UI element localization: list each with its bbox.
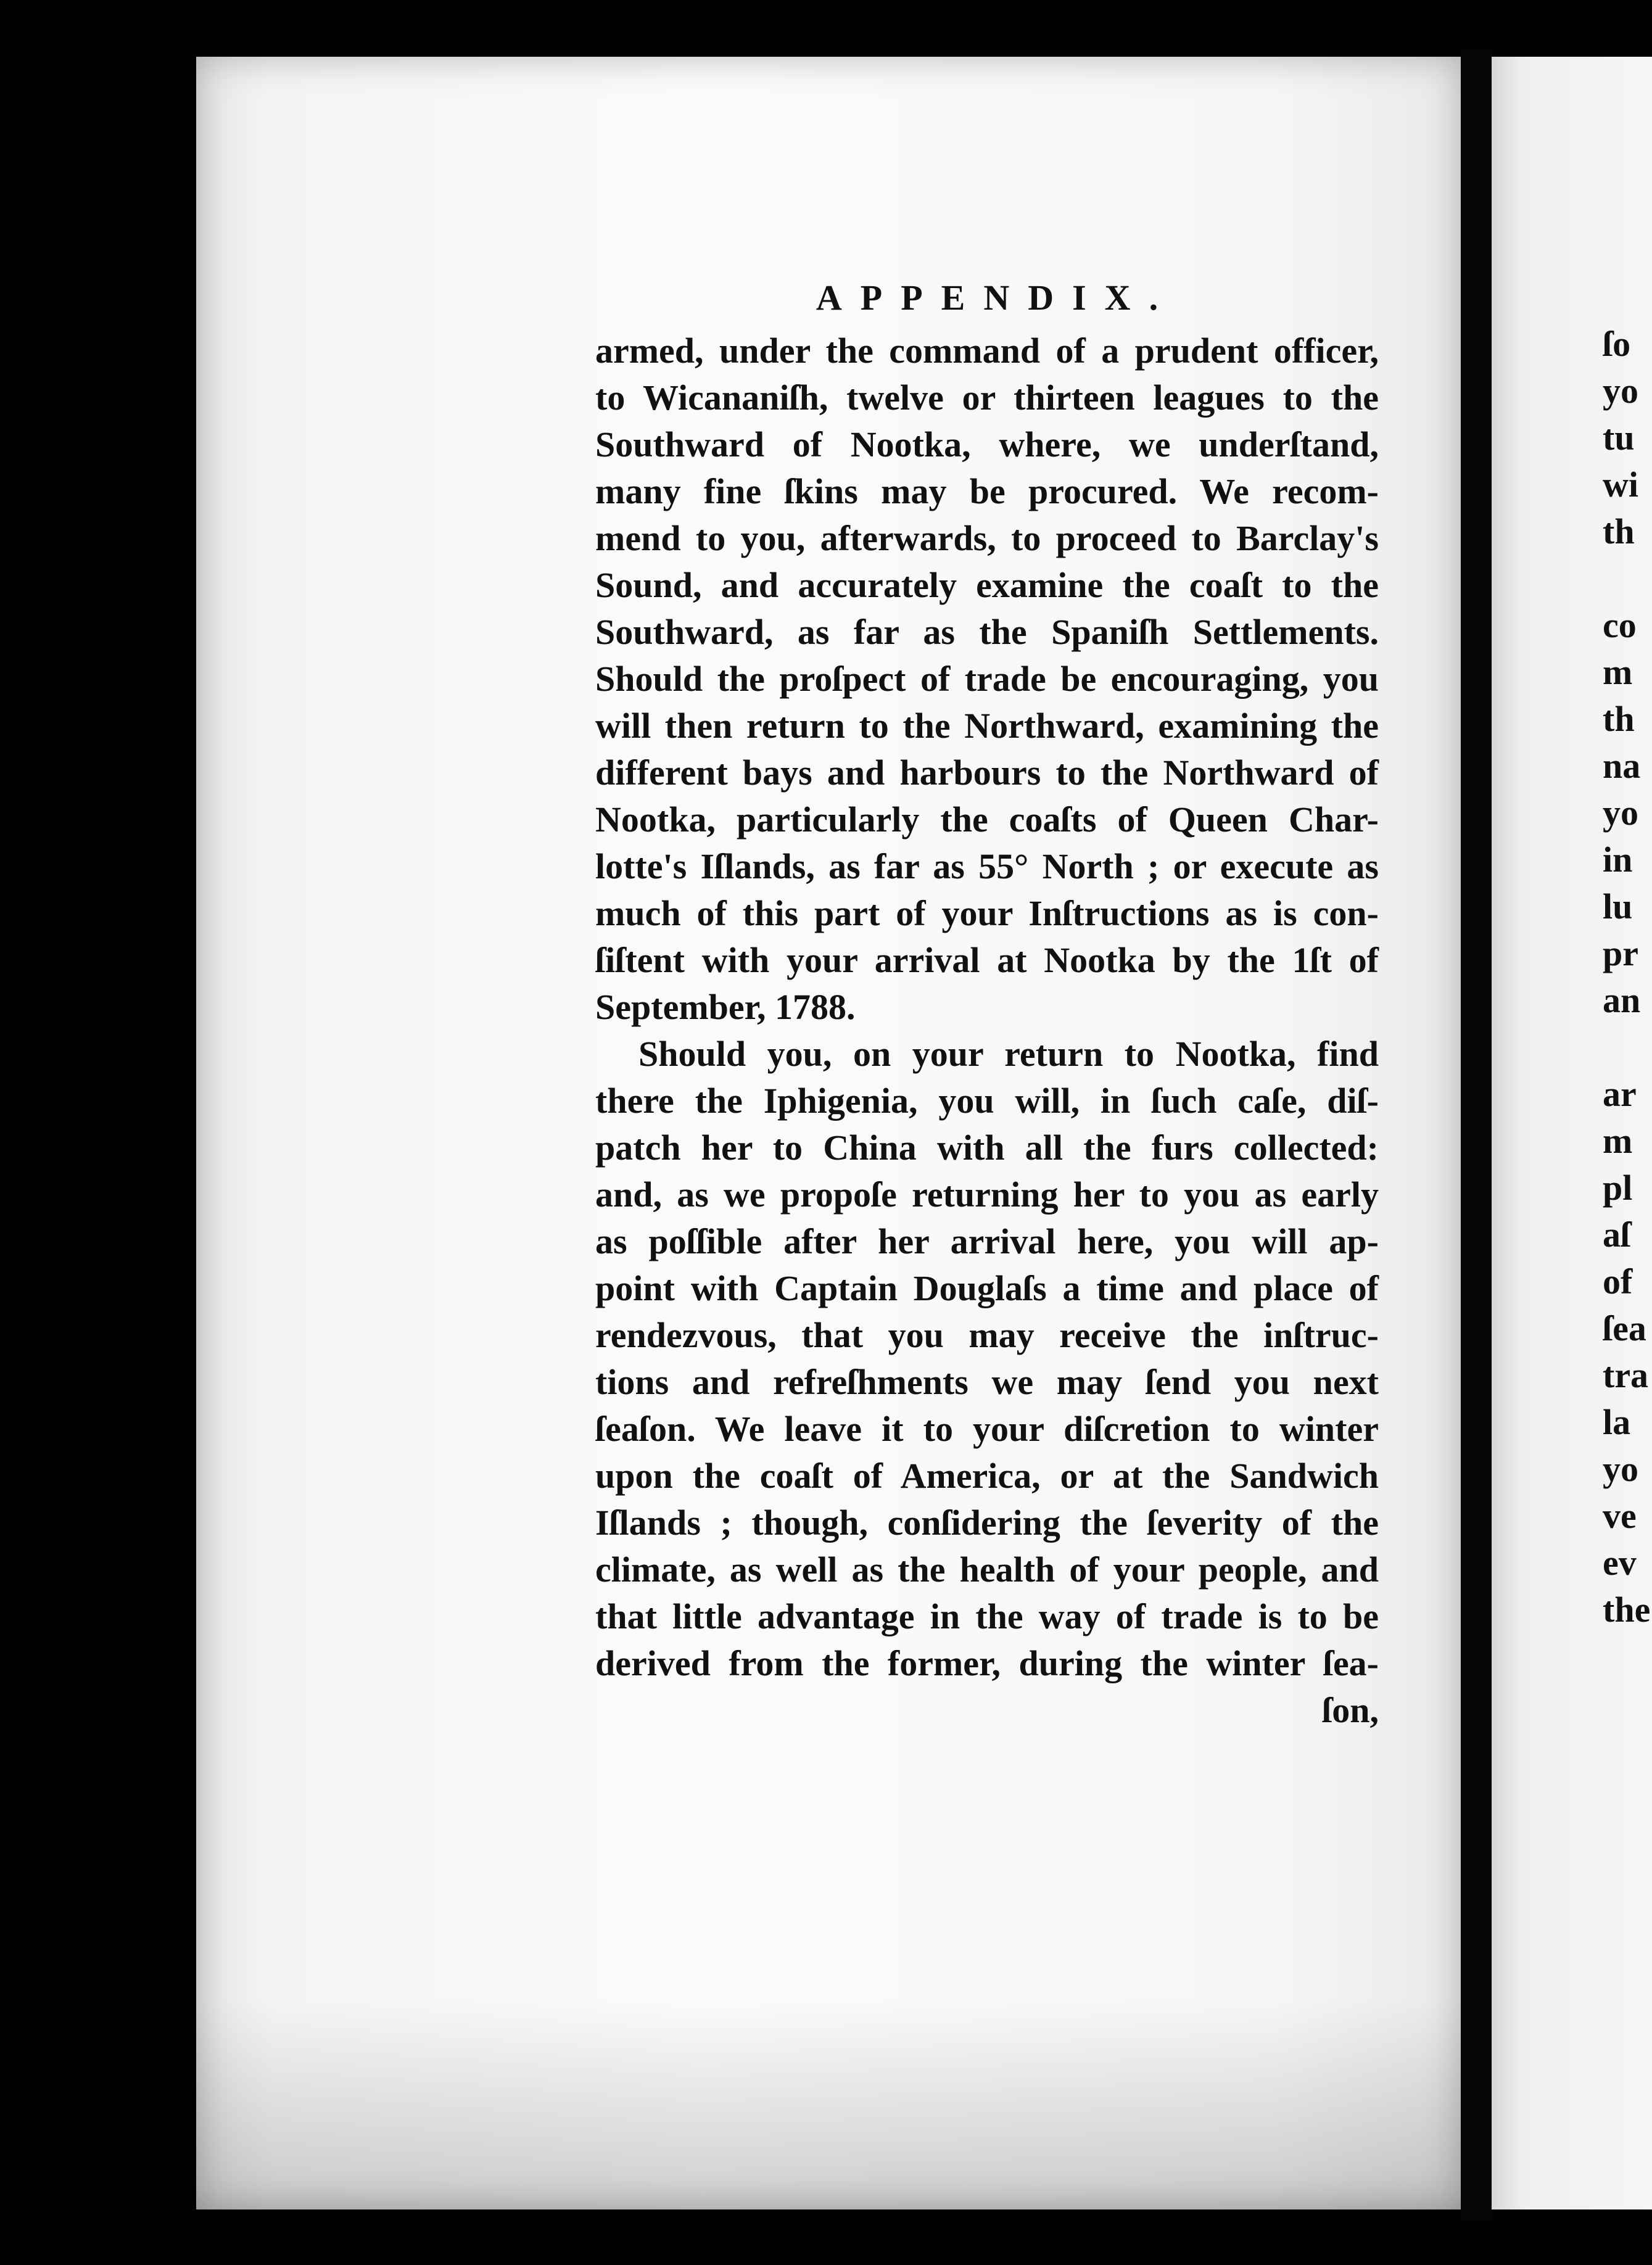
text-line: mend to you, afterwards, to proceed to Barclay's xyxy=(595,518,1379,558)
text-line: ſeaſon. We leave it to your diſcretion to winter xyxy=(595,1409,1379,1449)
text-line: much of this part of your Inſtructions as is con- xyxy=(595,893,1379,933)
left-page-text xyxy=(595,268,1379,1734)
right-page-fragment: yo xyxy=(1603,793,1638,833)
text-line: rendezvous, that you may receive the inſtruc- xyxy=(595,1315,1379,1355)
right-page-fragment: an xyxy=(1603,980,1641,1020)
text-line: different bays and harbours to the Northward of xyxy=(595,753,1379,793)
text-line: climate, as well as the health of your people, and xyxy=(595,1549,1379,1590)
right-page-fragment: the xyxy=(1603,1590,1651,1630)
right-page-fragment: of xyxy=(1603,1261,1633,1302)
text-line: derived from the former, during the winter ſea- xyxy=(595,1643,1379,1683)
book-gutter xyxy=(1461,49,1493,2221)
right-page-fragment: pl xyxy=(1603,1168,1633,1208)
right-page-fragment: ev xyxy=(1603,1543,1637,1583)
text-line: Should you, on your return to Nootka, find xyxy=(638,1034,1379,1074)
right-page-fragment: th xyxy=(1603,511,1635,551)
right-page-fragment: m xyxy=(1603,652,1633,692)
right-page-fragment: ar xyxy=(1603,1074,1637,1114)
text-line: ſiſtent with your arrival at Nootka by the 1ſt of xyxy=(595,940,1379,980)
text-line: many fine ſkins may be procured. We recom- xyxy=(595,471,1379,511)
right-page-fragment: co xyxy=(1603,605,1637,645)
right-page-fragments xyxy=(1603,321,1651,1633)
text-line: and, as we propoſe returning her to you as early xyxy=(595,1174,1379,1215)
paragraph-gap xyxy=(1603,1024,1646,1071)
text-line: Should the proſpect of trade be encouraging, you xyxy=(595,659,1379,699)
right-page-fragment: ve xyxy=(1603,1496,1637,1536)
paragraph-gap xyxy=(1603,555,1646,602)
right-page-fragment: ſo xyxy=(1603,324,1631,364)
right-page-fragment: tu xyxy=(1603,418,1635,458)
text-line: Nootka, particularly the coaſts of Queen Char- xyxy=(595,799,1379,840)
text-line: armed, under the command of a prudent officer, xyxy=(595,331,1379,371)
body-text xyxy=(595,328,1379,1687)
text-line: will then return to the Northward, examining the xyxy=(595,706,1379,746)
right-page-fragment: yo xyxy=(1603,371,1638,411)
text-line: as poſſible after her arrival here, you will ap- xyxy=(595,1221,1379,1261)
text-line: September, 1788. xyxy=(595,987,856,1027)
running-head: APPENDIX. xyxy=(816,278,1177,318)
text-line: Iſlands ; though, conſidering the ſeverity of the xyxy=(595,1503,1379,1543)
right-page-fragment: la xyxy=(1603,1402,1631,1442)
text-line: to Wicananiſh, twelve or thirteen leagues to the xyxy=(595,378,1379,418)
right-page-fragment: lu xyxy=(1603,886,1633,926)
catchword: ſon, xyxy=(1322,1690,1379,1730)
right-page-fragment: m xyxy=(1603,1121,1633,1161)
right-page-fragment: in xyxy=(1603,840,1633,880)
right-page-fragment: wi xyxy=(1603,464,1638,505)
right-page-fragment: na xyxy=(1603,746,1641,786)
text-line: Southward, as far as the Spaniſh Settlements. xyxy=(595,612,1379,652)
right-page-fragment: pr xyxy=(1603,933,1638,973)
right-page-fragment: ſea xyxy=(1603,1308,1646,1348)
right-page-fragment: tra xyxy=(1603,1355,1649,1395)
text-line: there the Iphigenia, you will, in ſuch caſe, diſ- xyxy=(595,1081,1379,1121)
text-line: patch her to China with all the furs collected: xyxy=(595,1128,1379,1168)
text-line: point with Captain Douglaſs a time and place of xyxy=(595,1268,1379,1308)
text-line: that little advantage in the way of trade is to be xyxy=(595,1596,1379,1636)
text-line: upon the coaſt of America, or at the Sandwich xyxy=(595,1456,1379,1496)
text-line: tions and refreſhments we may ſend you next xyxy=(595,1362,1379,1402)
right-page-fragment: aſ xyxy=(1603,1215,1631,1255)
text-line: lotte's Iſlands, as far as 55° North ; or execute as xyxy=(595,846,1379,886)
text-line: Southward of Nootka, where, we underſtand, xyxy=(595,424,1379,464)
right-page-fragment: th xyxy=(1603,699,1635,739)
text-line: Sound, and accurately examine the coaſt to the xyxy=(595,565,1379,605)
right-page-fragment: yo xyxy=(1603,1449,1638,1489)
